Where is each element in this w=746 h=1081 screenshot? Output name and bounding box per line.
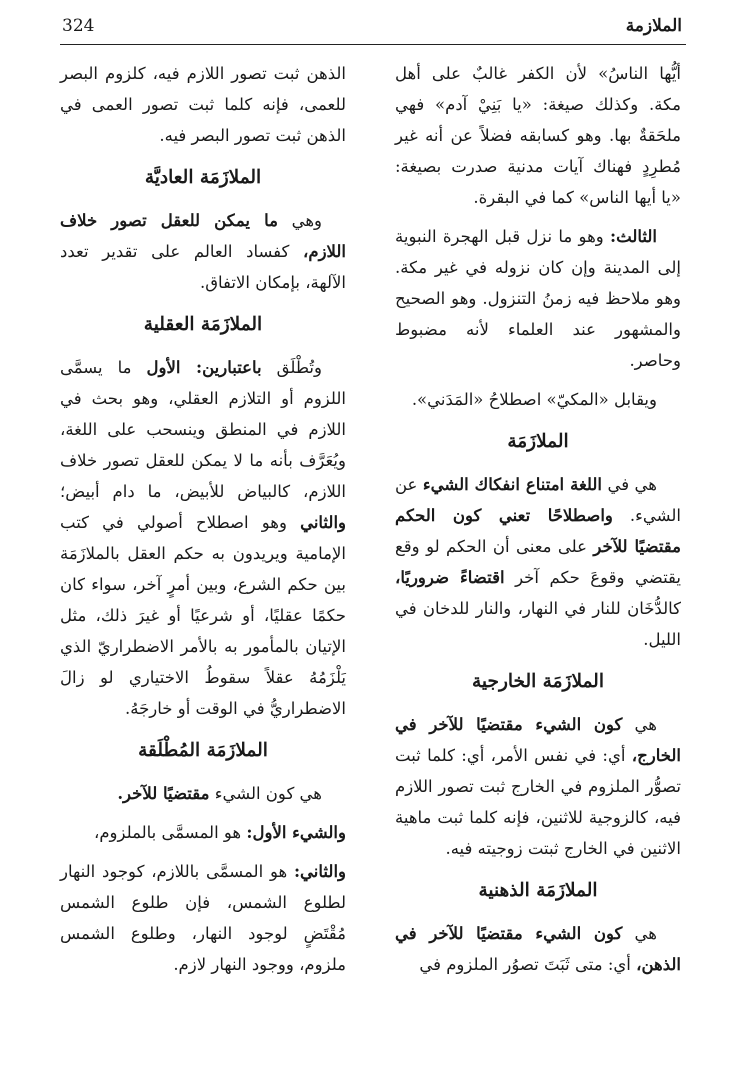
text-run: هو المسمَّى بالملزوم، (94, 823, 247, 842)
paragraph (60, 856, 346, 980)
bold-run: باعتبارين: الأول (146, 358, 262, 377)
bold-run: والشيء الأول: (246, 823, 346, 842)
paragraph (60, 352, 346, 724)
text-run: هي كون الشيء (209, 784, 322, 803)
paragraph (395, 469, 681, 655)
paragraph (395, 221, 681, 376)
text-run: أي: متى ثَبَتَ تصوُر الملزوم في (419, 955, 637, 974)
bold-run: واصطلاحًا تعني كون الحكم مقتضيًا للآخر (395, 506, 681, 556)
section-heading: الملازَمَة العاديَّة (144, 167, 262, 188)
paragraph (395, 709, 681, 864)
paragraph-text: ويقابل «المكيّ» اصطلاحُ «المَدَني». (411, 390, 657, 409)
paragraph (60, 205, 346, 298)
page-header (60, 12, 686, 45)
bold-run: ما يمكن للعقل تصور خلاف اللازم، (60, 211, 346, 261)
bold-run: كون الشيء مقتضيًا للآخر في الخارج، (395, 715, 681, 765)
term-label: الثالث: (610, 227, 657, 246)
text-run: عن الشيء. (395, 475, 681, 525)
text-run: هي (622, 924, 657, 943)
text-run: على معنى أن الحكم لو وقع يقتضي وقوعَ حكم آخر (395, 537, 681, 587)
bold-run: اقتضاءً ضروريًا، (395, 568, 505, 587)
paragraph (395, 918, 681, 980)
paragraph (60, 817, 346, 848)
paragraph (60, 778, 346, 809)
paragraph-text: الذهن ثبت تصور اللازم فيه، كلزوم البصر للعمى، فإنه كلما ثبت تصور العمى في الذهن ثبت تصور البصر فيه. (60, 64, 346, 145)
bold-run: اللغة امتناع انفكاك الشيء (422, 475, 602, 494)
bold-run: كون الشيء مقتضيًا للآخر في الذهن، (395, 924, 681, 974)
paragraph-text: وهو ما نزل قبل الهجرة النبوية إلى المدينة وإن كان نزوله في غير مكة. وهو ملاحظ فيه زمنُ التنزول. وهو الصحيح والمشهور عند العلماء لأنه مضبوط وحاصر. (395, 227, 681, 370)
text-run: وهي (277, 211, 323, 230)
bold-run: والثاني (300, 513, 346, 532)
text-run: ما يسمَّى اللزوم أو التلازم العقلي، وهو بحث في اللازم في المنطق وينسحب على اللغة، ويُعَرَّف بأنه ما لا يمكن للعقل تصور خلاف اللازم، كالبياض للأبيض، ما دام أبيض؛ (60, 358, 346, 501)
page-number: 324 (62, 16, 95, 36)
paragraph-text: أيُّها الناسُ» لأن الكفر غالبٌ على أهل مكة. وكذلك صيغة: «يا بَنِيْ آدم» فهي ملحَقةٌ بها. وهو كسابقه فضلاً عن أنه غير مُطرِدٍ فهناك آيات مدنية صدرت بصيغة: «يا أيها الناس» كما في البقرة. (395, 64, 681, 207)
text-run: كالدُّخَان للنار في النهار، والنار للدخان في الليل. (395, 599, 681, 649)
running-title: الملازمة (625, 16, 682, 36)
text-run: كفساد العالم على تقدير تعدد الآلهة، بإمكان الاتفاق. (60, 242, 346, 292)
left-column (60, 58, 346, 988)
section-heading: الملازَمَة (507, 431, 569, 452)
section-heading: الملازَمَة العقلية (143, 314, 263, 335)
paragraph (395, 58, 681, 213)
section-heading: الملازَمَة الخارجية (472, 671, 604, 692)
text-run: أي: في نفس الأمر، أي: كلما ثبت تصوُّر الملزوم في الخارج ثبت تصور اللازم فيه، كالزوجية للاثنين، فإنه كلما ثبت ماهية الاثنين في الخارج ثبتت زوجيته فيه. (395, 746, 681, 858)
paragraph (395, 384, 681, 415)
text-run: هي في (601, 475, 657, 494)
text-run: وتُطْلَق (261, 358, 322, 377)
bold-run: مقتضيًا للآخر. (117, 784, 210, 803)
section-heading: الملازَمَة المُطْلَقة (138, 740, 268, 761)
text-run: وهو اصطلاح أصولي في كتب الإمامية ويريدون به حكم العقل بالملازَمَة بين حكم الشرع، وبين أمرٍ آخر، سواء كان حكمًا عقليًا، أو شرعيًا أو غيرَ ذلك، مثل الإتيان بالمأمور به بالأمر الاضطراريّ الذي يَلْزَمُهُ عقلاً سقوطُ الاختياري لو زالَ الاضطراريُّ في الوقت أو خارجَهُ. (60, 513, 346, 718)
paragraph (60, 58, 346, 151)
bold-run: والثاني: (293, 862, 346, 881)
text-run: هي (622, 715, 657, 734)
section-heading: الملازَمَة الذهنية (478, 880, 598, 901)
text-run: هو المسمَّى باللازم، كوجود النهار لطلوع الشمس، فإن طلوع الشمس مُقْتَضٍ لوجود النهار، وطلوع الشمس ملزوم، ووجود النهار لازم. (60, 862, 346, 974)
right-column (395, 58, 681, 988)
